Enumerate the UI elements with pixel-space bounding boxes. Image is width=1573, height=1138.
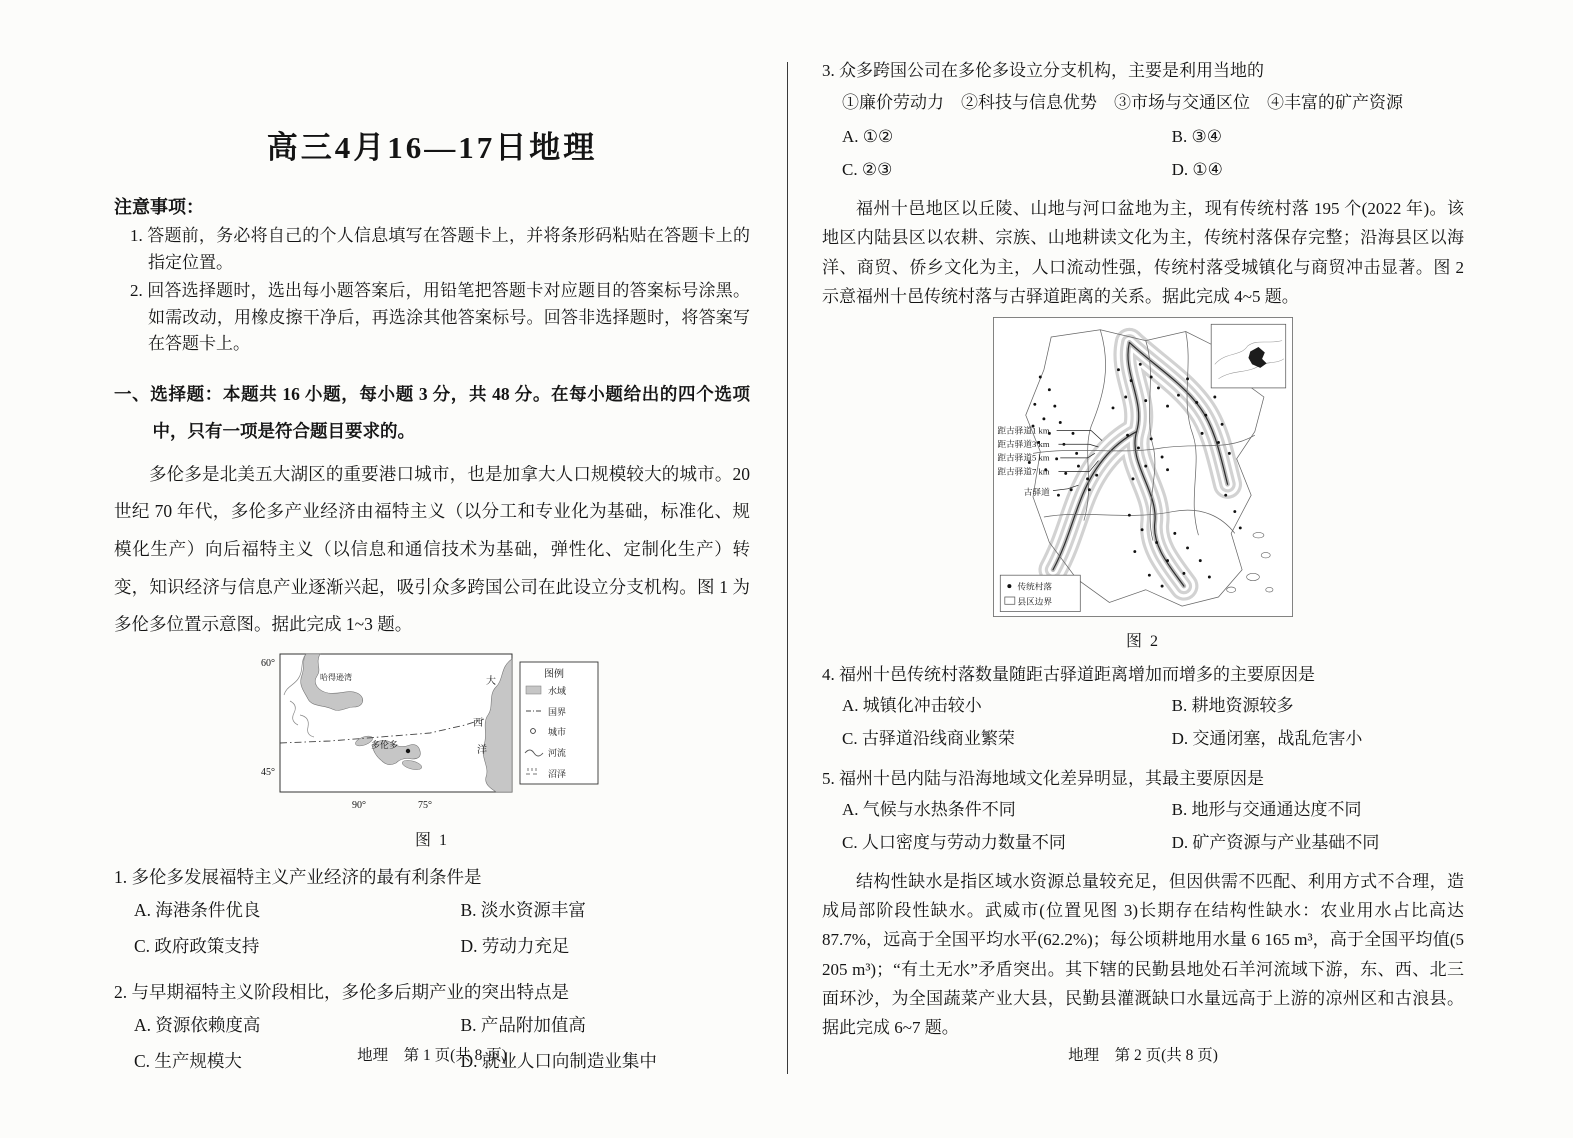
fig1-legend-border: 国界	[547, 706, 566, 717]
question-2-option-a: A. 资源依赖度高	[134, 1014, 261, 1035]
question-1-option-b: B. 淡水资源丰富	[460, 900, 586, 921]
fig1-label-ocean-1: 大	[485, 675, 496, 687]
fig1-legend-city: 城市	[547, 726, 566, 737]
question-5	[822, 766, 1464, 859]
fig1-label-ocean-3: 洋	[476, 744, 487, 756]
fig1-toronto-dot	[405, 749, 409, 753]
page-2-footer: 地理 第 2 页(共 8 页)	[1068, 1046, 1218, 1064]
figure-1	[114, 650, 750, 850]
question-5-option-d: D. 矿产资源与产业基础不同	[1171, 832, 1380, 852]
fig2-locator-inset	[1211, 324, 1286, 388]
fig2-road-label: 古驿道	[1023, 487, 1050, 498]
question-1-option-d: D. 劳动力充足	[460, 935, 570, 956]
fig2-legend-boundary: 县区边界	[1017, 596, 1053, 607]
fig1-legend-river: 河流	[547, 747, 566, 758]
paper-title: 高三4月16—17日地理	[266, 130, 598, 165]
fig2-dist-1km-label: 距古驿道1 km	[997, 425, 1050, 436]
question-3-options	[822, 121, 1464, 186]
fig1-lat-60: 60°	[260, 657, 275, 669]
question-2	[114, 979, 750, 1080]
fig1-lon-90: 90°	[351, 799, 366, 811]
question-2-stem: 2. 与早期福特主义阶段相比，多伦多后期产业的突出特点是	[114, 981, 569, 1002]
fig1-legend-water: 水域	[547, 685, 566, 696]
fig1-legend-frame	[520, 662, 598, 784]
question-2-option-b: B. 产品附加值高	[460, 1014, 586, 1035]
fig1-legend-marsh: 沼泽	[547, 768, 566, 779]
passage-fuzhou: 福州十邑地区以丘陵、山地与河口盆地为主，现有传统村落 195 个(2022 年)。该地区内陆县区以农耕、宗族、山地耕读文化为主，传统村落保存完整；沿海县区以海洋、商贸、侨乡文化为主，人口流动性强，传统村落受城镇化与商贸冲击显著。图 2 示意福州十邑传统村落与古驿道距离的关系。据此完成 4~5 题。	[822, 199, 1464, 306]
fig2-dist-7km-label: 距古驿道7 km	[997, 466, 1050, 477]
question-2-option-c: C. 生产规模大	[134, 1050, 242, 1071]
question-3	[822, 58, 1464, 186]
page-2	[822, 0, 1464, 1138]
fig1-city-swatch	[530, 728, 535, 733]
question-1-stem: 1. 多伦多发展福特主义产业经济的最有利条件是	[114, 866, 482, 887]
question-2-option-d: D. 就业人口向制造业集中	[460, 1050, 657, 1071]
figure-2	[822, 317, 1464, 651]
fig1-lat-45: 45°	[260, 766, 275, 778]
fig1-legend-title: 图例	[543, 668, 564, 680]
page-1-footer: 地理 第 1 页(共 8 页)	[357, 1046, 507, 1064]
question-3-option-c: C. ②③	[842, 159, 893, 179]
fig1-label-hudson-bay: 哈得逊湾	[319, 672, 352, 682]
question-1-option-c: C. 政府政策支持	[134, 935, 260, 956]
figure-2-map	[993, 317, 1293, 617]
question-4-option-a: A. 城镇化冲击较小	[842, 696, 982, 716]
question-5-options	[822, 794, 1464, 859]
question-1	[114, 864, 750, 965]
fig2-village-swatch	[1007, 584, 1011, 588]
question-5-option-b: B. 地形与交通通达度不同	[1171, 800, 1362, 820]
fig1-lon-75: 75°	[417, 799, 432, 811]
question-5-option-c: C. 人口密度与劳动力数量不同	[842, 832, 1066, 852]
passage-wuwei: 结构性缺水是指区域水资源总量较充足，但因供需不匹配、利用方式不合理，造成局部阶段性缺水。武威市(位置见图 3)长期存在结构性缺水：农业用水占比高达 87.7%，远高于全国平均水平(62.2%)；每公顷耕地用水量 6 165 m³，高于全国平均值(5 205 m³)；“有土无水”矛盾突出。其下辖的民勤县地处石羊河流域下游，东、西、北三面环沙，为全国蔬菜产业大县，民勤县灌溉缺口水量远高于上游的凉州区和古浪县。据此完成 6~7 题。	[822, 871, 1464, 1038]
figure-1-map	[260, 650, 605, 816]
question-1-option-a: A. 海港条件优良	[134, 900, 261, 921]
question-4-option-d: D. 交通闭塞，战乱危害小	[1171, 728, 1363, 748]
question-3-option-d: D. ①④	[1171, 159, 1223, 179]
question-4	[822, 662, 1464, 755]
fig2-dist-5km-label: 距古驿道5 km	[997, 452, 1050, 463]
question-5-stem: 5. 福州十邑内陆与沿海地域文化差异明显，其最主要原因是	[822, 768, 1264, 788]
page-1	[114, 0, 750, 1138]
fig1-label-toronto: 多伦多	[370, 739, 398, 750]
question-3-option-a: A. ①②	[842, 127, 894, 147]
passage-toronto: 多伦多是北美五大湖区的重要港口城市，也是加拿大人口规模较大的城市。20 世纪 70 年代，多伦多产业经济由福特主义（以分工和专业化为基础，标准化、规模化生产）向后福特主义（以信息和通信技术为基础，弹性化、定制化生产）转变，知识经济与信息产业逐渐兴起，吸引众多跨国公司在此设立分支机构。图 1 为多伦多位置示意图。据此完成 1~3 题。	[114, 463, 750, 635]
question-3-stem: 3. 众多跨国公司在多伦多设立分支机构，主要是利用当地的	[822, 61, 1264, 80]
question-1-options	[114, 893, 750, 965]
question-3-numbered-items: ①廉价劳动力 ②科技与信息优势 ③市场与交通区位 ④丰富的矿产资源	[842, 93, 1403, 113]
section-1-heading: 一、选择题：本题共 16 小题，每小题 3 分，共 48 分。在每小题给出的四个选项中，只有一项是符合题目要求的。	[114, 383, 750, 441]
fig1-label-ocean-2: 西	[472, 717, 483, 729]
notice-heading: 注意事项：	[114, 197, 204, 217]
fig1-water-swatch	[526, 686, 541, 694]
question-4-options	[822, 690, 1464, 755]
question-4-option-b: B. 耕地资源较多	[1171, 696, 1294, 716]
question-5-option-a: A. 气候与水热条件不同	[842, 800, 1016, 820]
question-3-option-b: B. ③④	[1171, 127, 1222, 147]
question-4-option-c: C. 古驿道沿线商业繁荣	[842, 728, 1015, 748]
page-divider	[787, 62, 788, 1074]
question-4-stem: 4. 福州十邑传统村落数量随距古驿道距离增加而增多的主要原因是	[822, 665, 1315, 685]
fig2-legend	[1000, 575, 1080, 611]
notice-item-2: 2. 回答选择题时，选出每小题答案后，用铅笔把答题卡对应题目的答案标号涂黑。如需改动，用橡皮擦干净后，再选涂其他答案标号。回答非选择题时，将答案写在答题卡上。	[130, 281, 750, 354]
fig2-dist-3km-label: 距古驿道3 km	[997, 439, 1050, 450]
fig1-legend	[520, 662, 598, 784]
fig2-legend-village: 传统村落	[1017, 581, 1053, 592]
figure-2-caption: 图 2	[1125, 633, 1160, 651]
figure-1-caption: 图 1	[414, 831, 449, 849]
notice-item-1: 1. 答题前，务必将自己的个人信息填写在答题卡上，并将条形码粘贴在答题卡上的指定位置。	[130, 226, 750, 272]
